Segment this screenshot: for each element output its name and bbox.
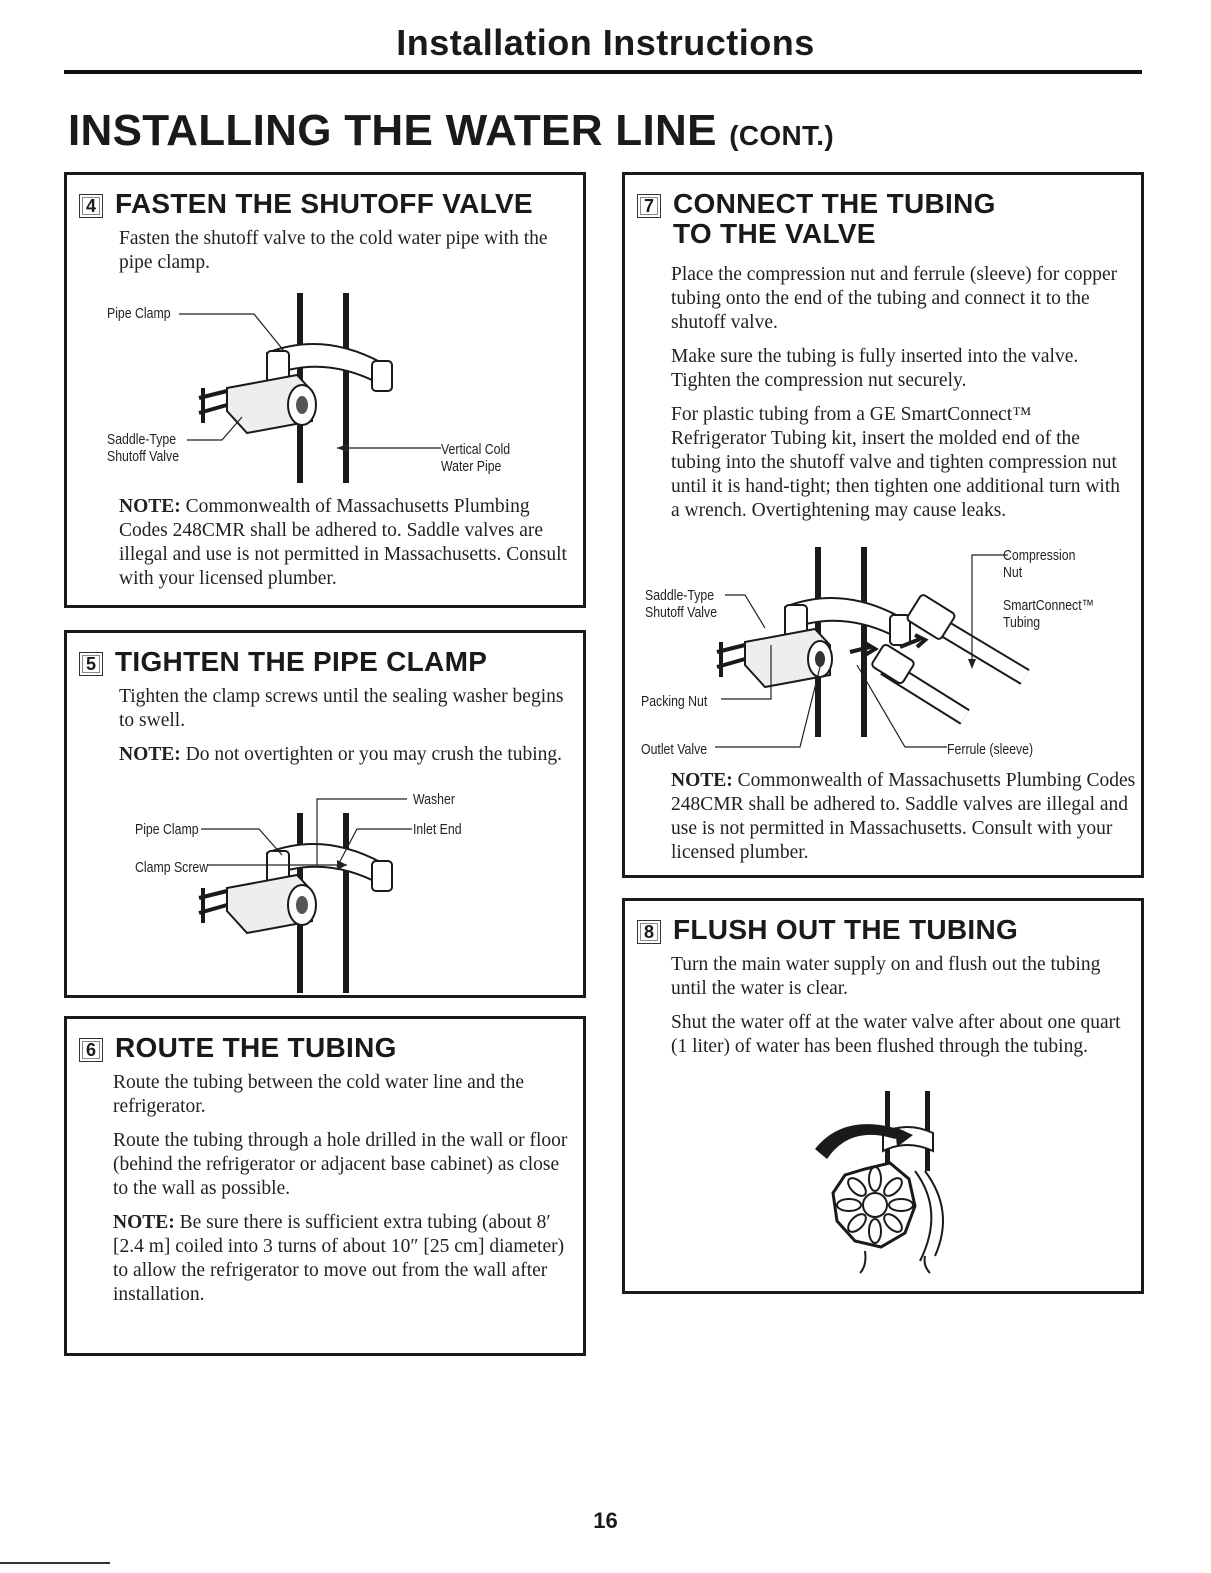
step-4-heading xyxy=(79,189,533,219)
label-compression: Compression xyxy=(1003,547,1076,564)
step-5-leaders xyxy=(197,793,417,873)
step-5-body xyxy=(119,685,569,777)
step-4-paragraph: Fasten the shutoff valve to the cold water pipe with the pipe clamp. xyxy=(119,228,548,273)
label-saddle-type: Saddle-Type xyxy=(107,431,177,448)
label-washer: Washer xyxy=(413,791,455,808)
step-7-connect-tubing xyxy=(622,172,1144,878)
label-ferrule: Ferrule (sleeve) xyxy=(947,741,1034,758)
water-valve-knob-illustration xyxy=(805,1091,975,1276)
step-number-6: 6 xyxy=(79,1038,103,1062)
leader-saddle-valve xyxy=(187,415,247,445)
step-number-7: 7 xyxy=(637,194,661,218)
step-7-title-line-2: TO THE VALVE xyxy=(673,218,876,249)
label-pipe-clamp: Pipe Clamp xyxy=(107,305,171,322)
section-title xyxy=(68,106,834,156)
step-6-title: ROUTE THE TUBING xyxy=(115,1032,397,1063)
step-6-heading xyxy=(79,1033,397,1063)
step-8-body xyxy=(671,953,1131,1069)
step-number-8: 8 xyxy=(637,920,661,944)
step-7-paragraph-3: For plastic tubing from a GE SmartConnect™ Refrigerator Tubing kit, insert the molded end of the tubing into the shutoff valve and tighten compression nut until it is hand-tight; then tighten one additional turn with a wrench. Overtightening may cause leaks. xyxy=(671,404,1120,521)
step-6-note-text: Be sure there is sufficient extra tubing (about 8′ [2.4 m] coiled into 3 turns of about 10″ [25 cm] diameter) to allow the refrigerator to move out from the wall after installation. xyxy=(113,1212,565,1305)
leader-ferrule xyxy=(855,663,950,751)
step-4-body xyxy=(119,227,569,285)
label-packing-nut: Packing Nut xyxy=(641,693,708,710)
step-5-note-label: NOTE: xyxy=(119,744,181,765)
step-number-4: 4 xyxy=(79,194,103,218)
label-water-pipe: Water Pipe xyxy=(441,458,502,475)
label-clamp-screw: Clamp Screw xyxy=(135,859,209,876)
step-4-note-text: Commonwealth of Massachusetts Plumbing Codes 248CMR shall be adhered to. Saddle valves are illegal and use is not permitted in Massachusetts. Consult with your licensed plumber. xyxy=(119,496,567,589)
label-saddle-type-7: Saddle-Type xyxy=(645,587,715,604)
step-8-title: FLUSH OUT THE TUBING xyxy=(673,914,1019,945)
step-4-note xyxy=(119,495,579,601)
label-outlet-valve: Outlet Valve xyxy=(641,741,708,758)
page-header: Installation Instructions xyxy=(396,22,815,63)
leader-saddle-valve-7 xyxy=(725,593,775,633)
step-8-paragraph-1: Turn the main water supply on and flush out the tubing until the water is clear. xyxy=(671,954,1101,999)
step-8-paragraph-2: Shut the water off at the water valve after about one quart (1 liter) of water has been flushed through the tubing. xyxy=(671,1012,1121,1057)
footer-rule xyxy=(0,1562,110,1564)
label-smartconnect: SmartConnect™ xyxy=(1003,597,1094,614)
step-7-heading xyxy=(637,189,996,249)
step-4-title: FASTEN THE SHUTOFF VALVE xyxy=(115,188,533,219)
section-title-text: INSTALLING THE WATER LINE xyxy=(68,106,717,155)
step-7-body xyxy=(671,263,1131,533)
step-5-note-text: Do not overtighten or you may crush the tubing. xyxy=(180,744,563,765)
step-6-body xyxy=(113,1071,573,1317)
header-rule xyxy=(64,70,1142,74)
step-5-title: TIGHTEN THE PIPE CLAMP xyxy=(115,646,488,677)
label-pipe-clamp-5: Pipe Clamp xyxy=(135,821,199,838)
step-6-route-tubing xyxy=(64,1016,586,1356)
step-7-title-line-1: CONNECT THE TUBING xyxy=(673,188,996,219)
label-shutoff-valve-7: Shutoff Valve xyxy=(645,604,718,621)
label-shutoff-valve: Shutoff Valve xyxy=(107,448,180,465)
step-5-heading xyxy=(79,647,487,677)
step-4-note-label: NOTE: xyxy=(119,496,181,517)
label-smartconnect-tubing: Tubing xyxy=(1003,614,1041,631)
step-7-note-label: NOTE: xyxy=(671,770,733,791)
step-6-paragraph-1: Route the tubing between the cold water line and the refrigerator. xyxy=(113,1072,524,1117)
leader-pipe-clamp xyxy=(179,313,289,353)
step-7-paragraph-2: Make sure the tubing is fully inserted into the valve. Tighten the compression nut securely. xyxy=(671,346,1079,391)
step-7-note xyxy=(671,769,1137,875)
section-title-cont: (CONT.) xyxy=(729,120,835,151)
step-5-tighten-pipe-clamp xyxy=(64,630,586,998)
step-7-note-text: Commonwealth of Massachusetts Plumbing Codes 248CMR shall be adhered to. Saddle valves are illegal and use is not permitted in Massachusetts. Consult with your licensed plumber. xyxy=(671,770,1136,863)
step-6-paragraph-2: Route the tubing through a hole drilled in the wall or floor (behind the refrigerator or adjacent base cabinet) as close to the wall as possible. xyxy=(113,1130,568,1199)
step-8-flush-tubing xyxy=(622,898,1144,1294)
leader-vertical-pipe xyxy=(337,443,442,453)
page-number: 16 xyxy=(593,1508,618,1533)
label-compression-nut: Nut xyxy=(1003,564,1023,581)
label-inlet-end: Inlet End xyxy=(413,821,462,838)
step-5-paragraph: Tighten the clamp screws until the sealing washer begins to swell. xyxy=(119,686,564,731)
step-4-fasten-shutoff-valve xyxy=(64,172,586,608)
step-6-note-label: NOTE: xyxy=(113,1212,175,1233)
step-8-heading xyxy=(637,915,1018,945)
leader-outlet-valve xyxy=(715,665,825,750)
step-7-paragraph-1: Place the compression nut and ferrule (sleeve) for copper tubing onto the end of the tubing and connect it to the shutoff valve. xyxy=(671,264,1118,333)
label-vertical-cold: Vertical Cold xyxy=(441,441,511,458)
step-number-5: 5 xyxy=(79,652,103,676)
